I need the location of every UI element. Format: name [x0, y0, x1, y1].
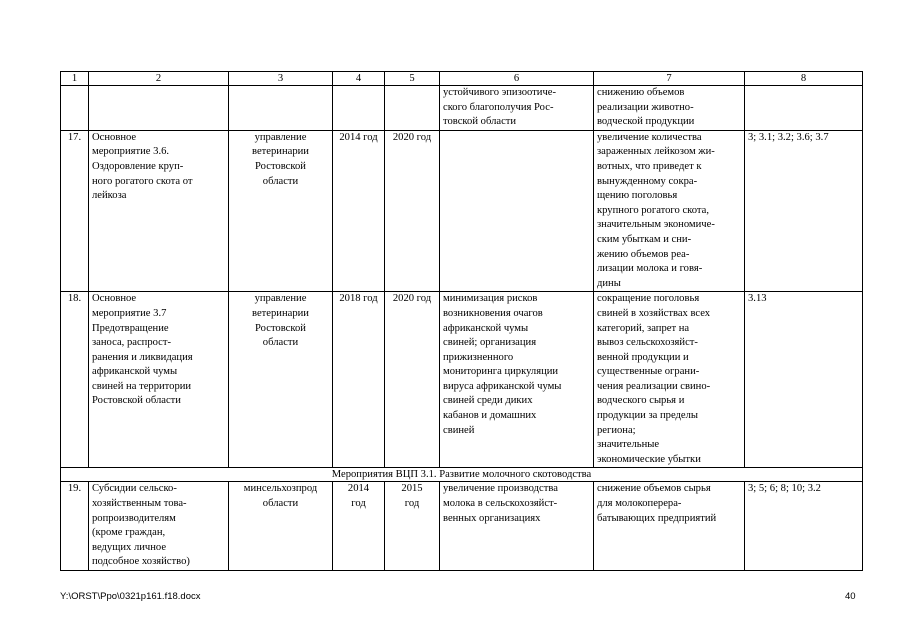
effect-cell	[440, 86, 594, 131]
text-line: зараженных лейкозом жи-	[597, 146, 715, 158]
text-line: увеличение количества	[597, 131, 702, 143]
row-number: 17.	[61, 130, 89, 292]
text-line: минимизация рисков	[443, 293, 538, 305]
text-line: ветеринарии	[252, 307, 309, 319]
text-line: ного рогатого скота от	[92, 175, 193, 187]
executor-cell	[229, 482, 333, 571]
text-line: управление	[254, 131, 307, 143]
measure-name-cell	[89, 130, 229, 292]
text-line: венных организациях	[443, 512, 541, 524]
text-line: вируса африканской чумы	[443, 380, 562, 392]
text-line: Оздоровление круп-	[92, 160, 184, 172]
header-cell: 2	[89, 72, 229, 86]
measures-table	[60, 71, 863, 571]
text-line: кабанов и домашних	[443, 410, 537, 422]
text-line: (кроме граждан,	[92, 527, 166, 539]
end-year-cell: 2020 год	[385, 292, 440, 468]
text-line: вынужденному сокра-	[597, 175, 698, 187]
effect-cell	[440, 292, 594, 468]
text-line: снижению объемов	[597, 87, 685, 98]
measure-name-cell	[89, 292, 229, 468]
header-cell: 4	[333, 72, 385, 86]
start-year-cell: 2018 год	[333, 292, 385, 468]
text-line: управление	[254, 293, 307, 305]
text-line: увеличение производства	[443, 483, 558, 495]
header-row	[61, 72, 863, 86]
indicators-cell: 3.13	[745, 292, 863, 468]
header-cell: 8	[745, 72, 863, 86]
text-line: сокращение поголовья	[597, 293, 700, 305]
text-line: чения реализации свино-	[597, 380, 711, 392]
table-row	[61, 130, 863, 292]
file-path: Y:\ORST\Ppo\0321p161.f18.docx	[60, 591, 201, 602]
text-line: Ростовской области	[92, 395, 181, 407]
text-line: жению объемов реа-	[597, 248, 690, 260]
text-line: области	[262, 337, 299, 349]
text-line: подсобное хозяйство)	[92, 556, 190, 568]
text-line: свиней на территории	[92, 380, 192, 392]
text-line: экономические убытки	[597, 453, 701, 465]
table-row	[61, 292, 863, 468]
text-line: щению поголовья	[597, 190, 678, 202]
header-cell: 6	[440, 72, 594, 86]
text-line: мониторинга циркуляции	[443, 366, 559, 378]
page-number: 40	[845, 591, 856, 602]
text-line: 2014	[347, 483, 370, 495]
text-line: дины	[597, 277, 621, 289]
text-line: ского благополучия Рос-	[443, 101, 554, 113]
text-line: продукции за пределы	[597, 410, 699, 422]
row-number: 19.	[61, 482, 89, 571]
row-number: 18.	[61, 292, 89, 468]
text-line: ранения и ликвидация	[92, 351, 193, 363]
text-line: региона;	[597, 424, 636, 436]
text-line: ским убыткам и сни-	[597, 233, 692, 245]
text-line: категорий, запрет на	[597, 322, 690, 334]
section-row	[61, 468, 863, 482]
text-line: ветеринарии	[252, 146, 309, 158]
text-line: крупного рогатого скота,	[597, 204, 710, 216]
text-line: год	[404, 498, 420, 510]
indicators-cell: 3; 3.1; 3.2; 3.6; 3.7	[745, 130, 863, 292]
text-line: африканской чумы	[92, 366, 178, 378]
text-line: ведущих личное	[92, 541, 167, 553]
text-line: значительным экономиче-	[597, 219, 715, 231]
text-line: ропроизводителям	[92, 512, 176, 524]
text-line: снижение объемов сырья	[597, 483, 711, 495]
text-line: возникновения очагов	[443, 307, 543, 319]
text-line: области	[262, 498, 299, 510]
text-line: устойчивого эпизоотиче-	[443, 87, 557, 98]
text-line: Основное	[92, 293, 137, 305]
section-title: Мероприятия ВЦП 3.1. Развитие молочного скотоводства	[61, 468, 863, 482]
measure-name-cell	[89, 482, 229, 571]
text-line: свиней среди диких	[443, 395, 533, 407]
text-line: свиней в хозяйствах всех	[597, 307, 711, 319]
end-year-cell: 2020 год	[385, 130, 440, 292]
text-line: свиней	[443, 424, 475, 436]
text-line: водческого сырья и	[597, 395, 685, 407]
text-line: заноса, распрост-	[92, 337, 172, 349]
consequence-cell	[594, 292, 745, 468]
start-year-cell	[333, 482, 385, 571]
text-line: Ростовской	[255, 322, 306, 334]
consequence-cell	[594, 86, 745, 131]
text-line: венной продукции и	[597, 351, 689, 363]
text-line: свиней; организация	[443, 337, 537, 349]
text-line: лизации молока и говя-	[597, 263, 703, 275]
text-line: мероприятие 3.7	[92, 307, 167, 319]
executor-cell	[229, 130, 333, 292]
text-line: мероприятие 3.6.	[92, 146, 170, 158]
effect-cell	[440, 482, 594, 571]
header-cell: 5	[385, 72, 440, 86]
text-line: молока в сельскохозяйст-	[443, 498, 558, 510]
text-line: лейкоза	[92, 190, 127, 202]
text-line: области	[262, 175, 299, 187]
start-year-cell: 2014 год	[333, 130, 385, 292]
consequence-cell	[594, 482, 745, 571]
text-line: Ростовской	[255, 160, 306, 172]
text-line: Основное	[92, 131, 137, 143]
text-line: африканской чумы	[443, 322, 529, 334]
text-line: реализации животно-	[597, 101, 694, 113]
indicators-cell: 3; 5; 6; 8; 10; 3.2	[745, 482, 863, 571]
executor-cell	[229, 292, 333, 468]
text-line: товской области	[443, 116, 517, 128]
text-line: вотных, что приведет к	[597, 160, 702, 172]
text-line: вывоз сельскохозяйст-	[597, 337, 698, 349]
end-year-cell	[385, 482, 440, 571]
text-line: минсельхозпрод	[243, 483, 318, 495]
table-row	[61, 482, 863, 571]
effect-cell	[440, 130, 594, 292]
text-line: для молокоперера-	[597, 498, 682, 510]
text-line: год	[351, 498, 366, 510]
text-line: Субсидии сельско-	[92, 483, 177, 495]
text-line: водческой продукции	[597, 116, 695, 128]
header-cell: 1	[61, 72, 89, 86]
text-line: 2015	[401, 483, 423, 495]
table-row	[61, 86, 863, 131]
header-cell: 7	[594, 72, 745, 86]
text-line: значительные	[597, 439, 660, 451]
text-line: батывающих предприятий	[597, 512, 717, 524]
header-cell: 3	[229, 72, 333, 86]
text-line: Предотвращение	[92, 322, 169, 334]
text-line: хозяйственным това-	[92, 498, 187, 510]
text-line: прижизненного	[443, 351, 514, 363]
consequence-cell	[594, 130, 745, 292]
text-line: существенные ограни-	[597, 366, 700, 378]
